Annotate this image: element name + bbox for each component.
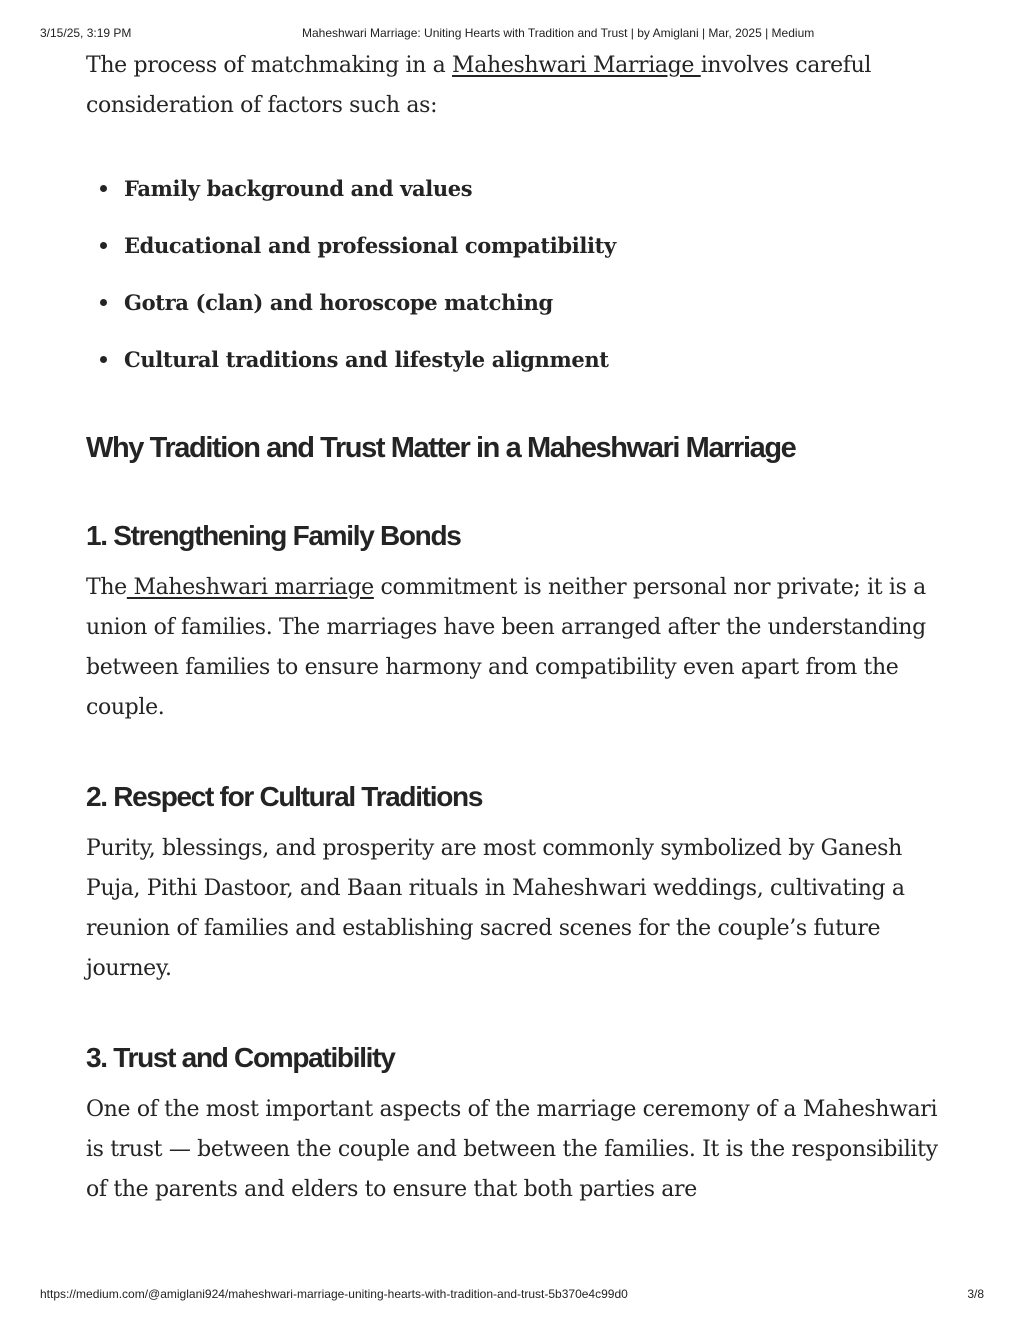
list-item: [100, 227, 616, 284]
subsection-heading-family-bonds: 1. Strengthening Family Bonds: [86, 520, 461, 551]
page-url: https://medium.com/@amiglani924/maheshwari-marriage-uniting-hearts-with-tradition-and-trust-5b370e4c99d0: [40, 1287, 628, 1301]
list-item-text: Family background and values: [124, 176, 473, 201]
print-footer: [40, 1287, 984, 1301]
factors-list: [100, 170, 616, 398]
maheshwari-marriage-link[interactable]: Maheshwari Marriage: [452, 53, 701, 78]
subsection-heading-trust-compatibility: 3. Trust and Compatibility: [86, 1042, 395, 1073]
section-heading: Why Tradition and Trust Matter in a Maheshwari Marriage: [86, 432, 796, 464]
list-item-text: Educational and professional compatibility: [124, 233, 616, 258]
maheshwari-marriage-inline-link[interactable]: Maheshwari marriage: [126, 575, 374, 600]
print-header: [40, 26, 984, 40]
intro-text-start: The process of matchmaking in a: [86, 53, 453, 78]
family-bonds-text-start: The: [86, 575, 127, 600]
trust-compatibility-paragraph: One of the most important aspects of the marriage ceremony of a Maheshwari is trust — between the couple and between the families. It is the responsibility of the parents and elders to ensure that both parties are: [86, 1097, 938, 1202]
print-date: 3/15/25, 3:19 PM: [40, 26, 132, 40]
list-item-text: Gotra (clan) and horoscope matching: [124, 290, 553, 315]
bullet-icon: [100, 356, 107, 363]
family-bonds-paragraph: [86, 568, 946, 728]
bullet-icon: [100, 242, 107, 249]
print-page-title: Maheshwari Marriage: Uniting Hearts with Tradition and Trust | by Amiglani | Mar, 2025 | Medium: [302, 26, 815, 40]
intro-paragraph: [86, 46, 946, 126]
page-number: 3/8: [967, 1287, 984, 1301]
list-item: [100, 170, 616, 227]
bullet-icon: [100, 299, 107, 306]
bullet-icon: [100, 185, 107, 192]
intro-text-end: involves careful consideration of factors such as:: [86, 53, 872, 118]
list-item: [100, 284, 616, 341]
list-item-text: Cultural traditions and lifestyle alignment: [124, 347, 609, 372]
cultural-traditions-paragraph: Purity, blessings, and prosperity are most commonly symbolized by Ganesh Puja, Pithi Dastoor, and Baan rituals in Maheshwari weddings, cultivating a reunion of families and establishing sacred scenes for the couple’s future journey.: [86, 836, 905, 981]
subsection-heading-cultural-traditions: 2. Respect for Cultural Traditions: [86, 781, 483, 812]
family-bonds-text-end: commitment is neither personal nor private; it is a union of families. The marriages have been arranged after the understanding between families to ensure harmony and compatibility even apart from the couple.: [86, 575, 926, 720]
list-item: [100, 341, 616, 398]
